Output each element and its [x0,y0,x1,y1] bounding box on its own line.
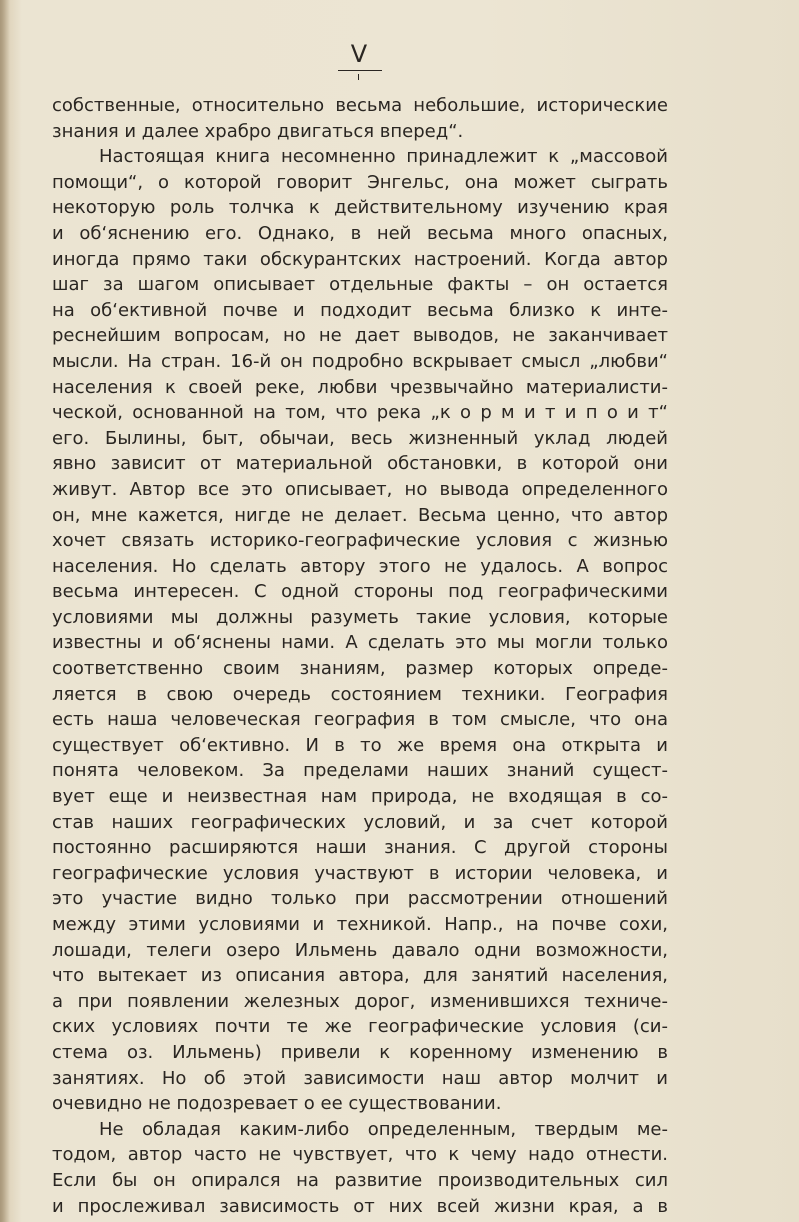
text-line: хочет связать историко-географические условия с жизнью [52,530,668,552]
text-line: и об‘яснению его. Однако, в ней весьма много опасных, [52,222,668,244]
text-line: иногда прямо таки обскурантских настроений. Когда автор [52,248,668,270]
page-number: V [350,40,368,68]
text-line: вует еще и неизвестная нам природа, не входящая в со- [52,786,668,808]
text-line: очевидно не подозревает о ее существовании. [52,1093,502,1115]
text-line: Если бы он опирался на развитие производительных сил [52,1169,668,1191]
text-line: населения. Но сделать автору этого не удалось. А вопрос [52,555,668,577]
text-line: живут. Автор все это описывает, но вывода определенного [52,478,668,500]
text-line: мысли. На стран. 16-й он подробно вскрывает смысл „любви“ [52,350,668,372]
text-line: населения к своей реке, любви чрезвычайно материалисти- [52,376,668,398]
text-line: есть наша человеческая география в том смысле, что она [52,709,668,731]
text-line: постоянно расширяются наши знания. С другой стороны [52,837,668,859]
text-line: явно зависит от материальной обстановки, в которой они [52,453,668,475]
page-number-tick [358,74,359,80]
text-line: он, мне кажется, нигде не делает. Весьма ценно, что автор [52,504,668,526]
text-line: Настоящая книга несомненно принадлежит к „массовой [99,146,668,168]
text-line: Не обладая каким-либо определенным, твердым ме- [99,1118,668,1140]
text-line: собственные, относительно весьма небольшие, исторические [52,95,668,116]
text-line: а при появлении железных дорог, изменившихся техниче- [52,990,668,1012]
text-line: ских условиях почти те же географические условия (си- [52,1016,668,1038]
text-line: стема оз. Ильмень) привели к коренному изменению в [52,1041,668,1063]
text-line: это участие видно только при рассмотрении отношений [52,888,668,910]
text-line: шаг за шагом описывает отдельные факты – он остается [52,274,668,296]
text-line: условиями мы должны разуметь такие условия, которые [52,606,668,628]
binding-shadow [0,0,10,1222]
text-line: тодом, автор часто не чувствует, что к чему надо отнести. [52,1144,668,1166]
text-line: лошади, телеги озеро Ильмень давало одни возможности, [52,939,668,961]
text-line: соответственно своим знаниям, размер которых опреде- [52,658,668,680]
text-line: известны и об‘яснены нами. А сделать это мы могли только [52,632,668,654]
text-line: весьма интересен. С одной стороны под географическими [52,581,668,603]
text-line: на об‘ективной почве и подходит весьма близко к инте- [52,299,668,321]
text-line: между этими условиями и техникой. Напр., на почве сохи, [52,914,668,935]
text-line: некоторую роль толчка к действительному изучению края [52,197,668,219]
text-line: став наших географических условий, и за счет которой [52,811,668,833]
text-line: знания и далее храбро двигаться вперед“. [52,120,464,142]
text-line: занятиях. Но об этой зависимости наш автор молчит и [52,1067,668,1089]
text-line: помощи“, о которой говорит Энгельс, она может сыграть [52,171,668,193]
text-line: и прослеживал зависимость от них всей жизни края, а в [52,1195,668,1217]
text-line: что вытекает из описания автора, для занятий населения, [52,965,668,987]
text-line: ческой, основанной на том, что река „к о р м и т и п о и т“ [52,402,668,424]
text-line: существует об‘ективно. И в то же время она открыта и [52,734,668,756]
page-number-rule [338,70,382,71]
body-text [52,93,668,1219]
text-line: понята человеком. За пределами наших знаний сущест- [52,760,668,782]
text-line: его. Былины, быт, обычаи, весь жизненный уклад людей [52,427,668,449]
text-line: географические условия участвуют в истории человека, и [52,862,668,884]
text-line: ляется в свою очередь состоянием техники. География [52,683,668,705]
text-line: реснейшим вопросам, но не дает выводов, не заканчивает [52,325,668,347]
